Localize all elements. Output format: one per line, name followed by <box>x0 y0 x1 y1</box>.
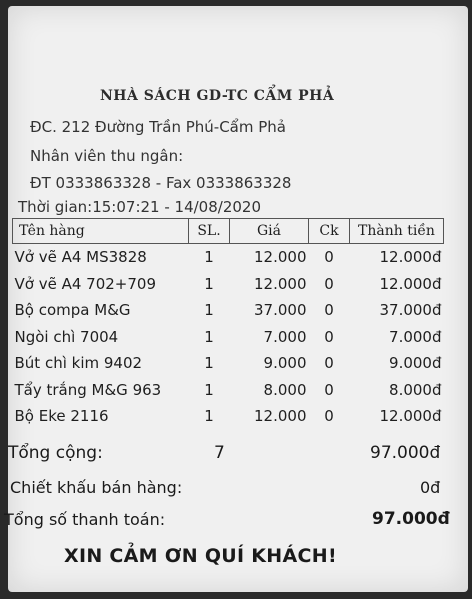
item-qty: 1 <box>204 327 214 346</box>
item-name: Bút chì kim 9402 <box>14 354 143 373</box>
item-total: 12.000đ <box>379 274 442 293</box>
item-price: 12.000 <box>254 274 307 293</box>
item-ck: 0 <box>324 407 334 426</box>
item-ck: 0 <box>324 301 334 320</box>
item-total: 12.000đ <box>379 248 442 267</box>
item-total: 37.000đ <box>379 301 442 320</box>
receipt-time: Thời gian:15:07:21 - 14/08/2020 <box>18 198 261 216</box>
item-name: Tẩy trắng M&G 963 <box>14 380 162 399</box>
table-row <box>13 350 444 377</box>
payment-value: 97.000đ <box>372 509 450 529</box>
thank-you-message: XIN CẢM ƠN QUÍ KHÁCH! <box>64 545 337 567</box>
store-phone: ĐT 0333863328 - Fax 0333863328 <box>30 174 292 192</box>
item-ck: 0 <box>324 274 334 293</box>
item-name: Ngòi chì 7004 <box>14 327 119 346</box>
item-price: 9.000 <box>263 354 307 373</box>
item-total: 7.000đ <box>389 327 442 346</box>
item-ck: 0 <box>324 380 334 399</box>
items-table <box>12 218 444 430</box>
total-value: 97.000đ <box>370 443 441 463</box>
item-price: 12.000 <box>254 407 307 426</box>
item-qty: 1 <box>204 248 214 267</box>
item-ck: 0 <box>324 327 334 346</box>
cashier-label: Nhân viên thu ngân: <box>30 147 184 165</box>
item-name: Vở vẽ A4 702+709 <box>14 274 156 293</box>
header-ck: Ck <box>309 219 350 244</box>
store-address: ĐC. 212 Đường Trần Phú-Cẩm Phả <box>30 118 286 136</box>
store-name: NHÀ SÁCH GD-TC CẨM PHẢ <box>100 88 335 104</box>
discount-value: 0đ <box>420 478 441 497</box>
table-row <box>13 403 444 430</box>
item-qty: 1 <box>204 354 214 373</box>
item-name: Bộ Eke 2116 <box>14 407 109 426</box>
header-qty: SL. <box>189 219 230 244</box>
table-header-row <box>13 219 444 244</box>
item-name: Vở vẽ A4 MS3828 <box>14 248 147 267</box>
item-price: 37.000 <box>254 301 307 320</box>
table-row <box>13 244 444 271</box>
header-total: Thành tiền <box>350 219 444 244</box>
table-row <box>13 324 444 351</box>
item-qty: 1 <box>204 274 214 293</box>
item-total: 12.000đ <box>379 407 442 426</box>
item-ck: 0 <box>324 354 334 373</box>
item-ck: 0 <box>324 248 334 267</box>
item-name: Bộ compa M&G <box>14 301 131 320</box>
header-price: Giá <box>230 219 309 244</box>
table-row <box>13 271 444 298</box>
header-name: Tên hàng <box>13 219 189 244</box>
item-price: 7.000 <box>263 327 307 346</box>
item-total: 8.000đ <box>389 380 442 399</box>
item-qty: 1 <box>204 407 214 426</box>
total-qty: 7 <box>214 443 225 463</box>
payment-label: Tổng số thanh toán: <box>4 510 166 529</box>
table-row <box>13 297 444 324</box>
item-total: 9.000đ <box>389 354 442 373</box>
item-qty: 1 <box>204 380 214 399</box>
table-row <box>13 377 444 404</box>
item-price: 8.000 <box>263 380 307 399</box>
total-label: Tổng cộng: <box>8 443 103 463</box>
item-qty: 1 <box>204 301 214 320</box>
item-price: 12.000 <box>254 248 307 267</box>
discount-label: Chiết khấu bán hàng: <box>10 478 183 497</box>
